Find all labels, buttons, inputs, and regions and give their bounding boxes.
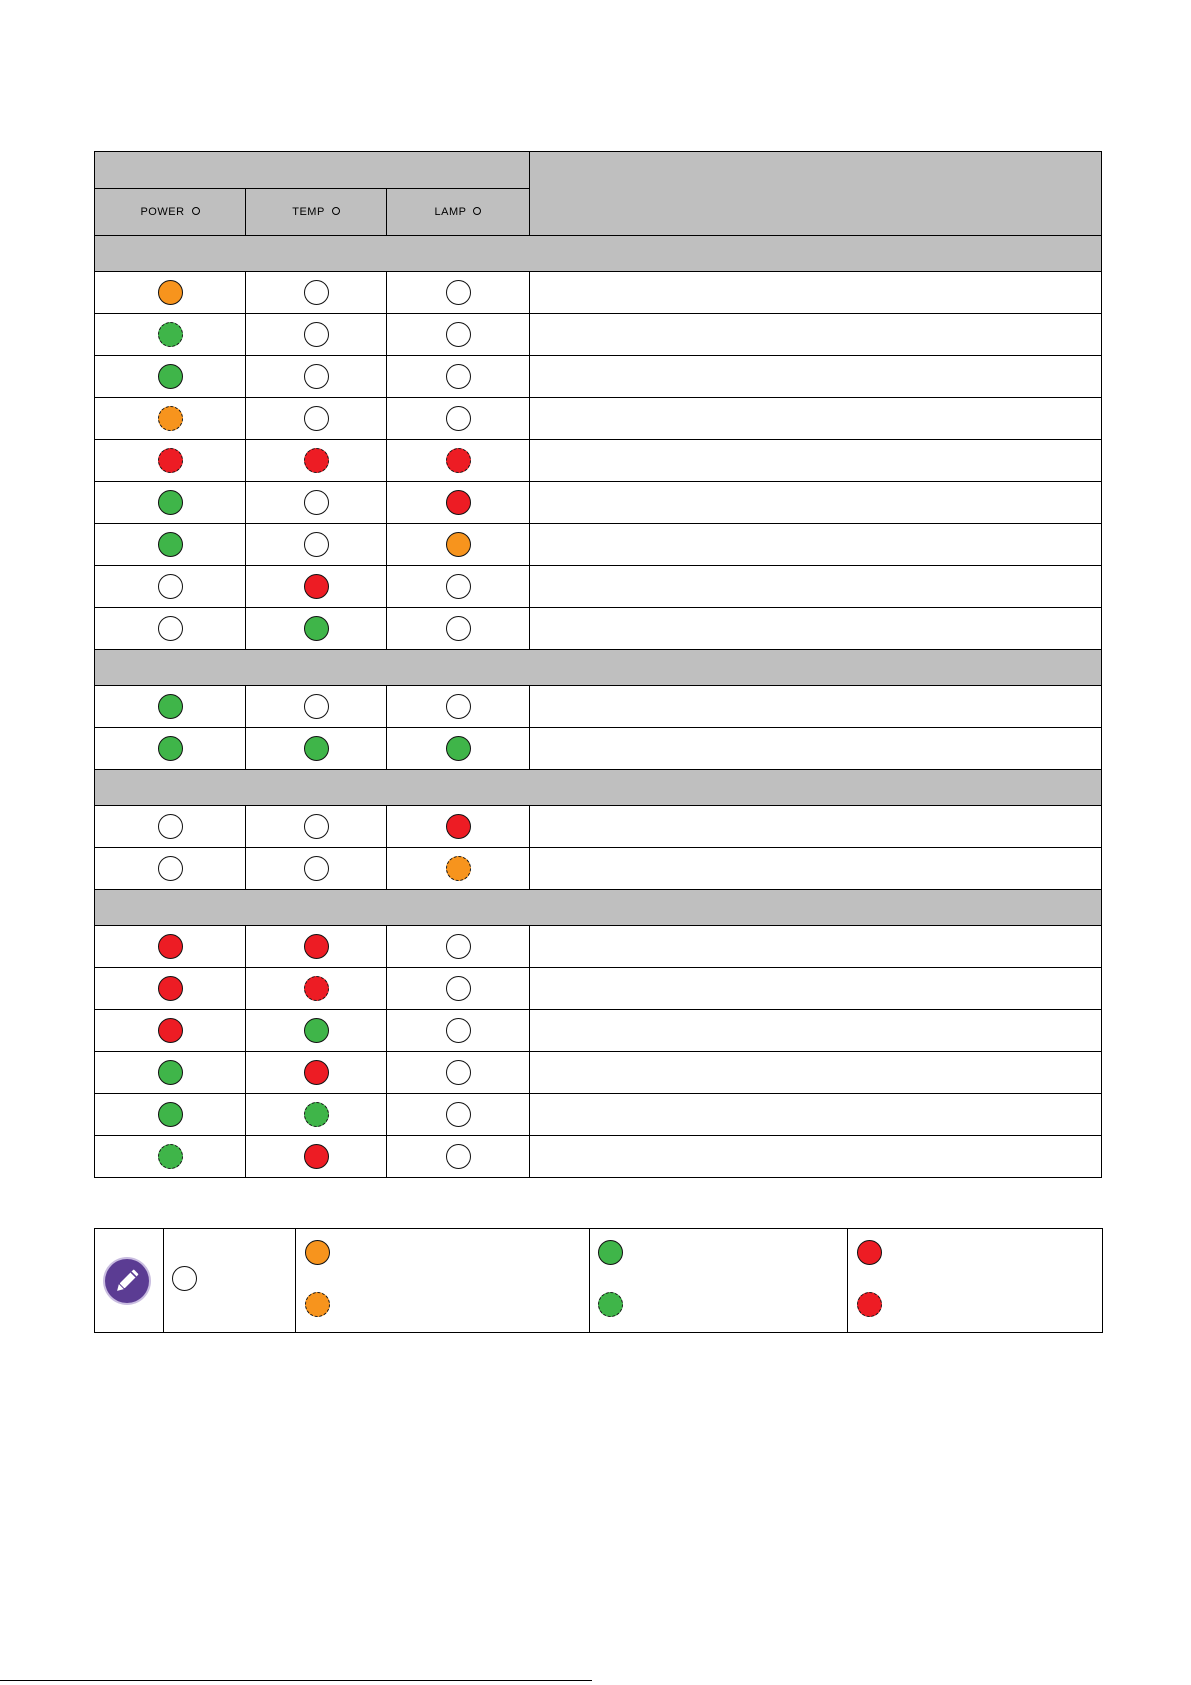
- table-row: [95, 398, 1102, 440]
- temp-green-led-icon: [304, 616, 329, 641]
- temp-led-cell: [246, 272, 387, 314]
- temp-red-led-icon: [304, 1060, 329, 1085]
- temp-off-led-icon: [304, 490, 329, 515]
- status-description-cell: [530, 566, 1102, 608]
- power-led-cell: [95, 398, 246, 440]
- temp-red-led-icon: [304, 934, 329, 959]
- table-row: [95, 968, 1102, 1010]
- power-led-cell: [95, 482, 246, 524]
- temp-led-cell: [246, 848, 387, 890]
- power-header-label: POWER: [140, 206, 185, 218]
- power-led-cell: [95, 926, 246, 968]
- power-green-led-icon: [158, 490, 183, 515]
- temp-led-cell: [246, 1094, 387, 1136]
- lamp-led-cell: [387, 1010, 530, 1052]
- lamp-off-led-icon: [446, 934, 471, 959]
- lamp-led-cell: [387, 1052, 530, 1094]
- lamp-green-led-icon: [446, 736, 471, 761]
- table-row: [95, 356, 1102, 398]
- legend-note-box: [94, 1228, 1103, 1333]
- lamp-led-icon: [473, 207, 481, 215]
- status-description-cell: [530, 608, 1102, 650]
- power-led-cell: [95, 608, 246, 650]
- status-description-cell: [530, 482, 1102, 524]
- led-indicator-table: [94, 151, 1102, 1178]
- legend-orange-led-icon: [305, 1240, 330, 1265]
- power-orange-blink-led-icon: [158, 406, 183, 431]
- power-green-blink-led-icon: [158, 1144, 183, 1169]
- power-off-led-icon: [158, 856, 183, 881]
- lamp-off-led-icon: [446, 574, 471, 599]
- lamp-off-led-icon: [446, 1060, 471, 1085]
- status-description-cell: [530, 398, 1102, 440]
- temp-led-cell: [246, 356, 387, 398]
- lamp-led-cell: [387, 968, 530, 1010]
- power-led-cell: [95, 686, 246, 728]
- legend-off-cell: [163, 1229, 296, 1332]
- temp-led-cell: [246, 1010, 387, 1052]
- temp-green-led-icon: [304, 1018, 329, 1043]
- status-description-cell: [530, 926, 1102, 968]
- lamp-led-cell: [387, 398, 530, 440]
- lamp-red-led-icon: [446, 490, 471, 515]
- power-off-led-icon: [158, 574, 183, 599]
- power-led-cell: [95, 566, 246, 608]
- power-red-led-icon: [158, 976, 183, 1001]
- lamp-led-cell: [387, 1136, 530, 1178]
- status-description-cell: [530, 1094, 1102, 1136]
- temp-led-cell: [246, 440, 387, 482]
- temp-led-cell: [246, 728, 387, 770]
- temp-led-cell: [246, 968, 387, 1010]
- power-red-led-icon: [158, 934, 183, 959]
- power-led-cell: [95, 968, 246, 1010]
- power-led-cell: [95, 1010, 246, 1052]
- light-group-header: [95, 152, 530, 189]
- temp-off-led-icon: [304, 856, 329, 881]
- lamp-led-cell: [387, 524, 530, 566]
- status-description-cell: [530, 848, 1102, 890]
- lamp-led-cell: [387, 926, 530, 968]
- temp-led-cell: [246, 398, 387, 440]
- lamp-led-cell: [387, 686, 530, 728]
- lamp-off-led-icon: [446, 406, 471, 431]
- table-row: [95, 1010, 1102, 1052]
- temp-led-cell: [246, 482, 387, 524]
- power-green-led-icon: [158, 532, 183, 557]
- power-led-cell: [95, 848, 246, 890]
- section-header: [95, 890, 1102, 926]
- power-red-blink-led-icon: [158, 448, 183, 473]
- section-header-row: [95, 890, 1102, 926]
- lamp-off-led-icon: [446, 1102, 471, 1127]
- temp-red-led-icon: [304, 574, 329, 599]
- lamp-column-header: [387, 189, 530, 236]
- section-header: [95, 236, 1102, 272]
- power-green-led-icon: [158, 694, 183, 719]
- table-row: [95, 314, 1102, 356]
- temp-off-led-icon: [304, 406, 329, 431]
- power-led-cell: [95, 806, 246, 848]
- legend-red-cell: [847, 1229, 1102, 1332]
- power-green-led-icon: [158, 1102, 183, 1127]
- temp-led-cell: [246, 524, 387, 566]
- table-row: [95, 806, 1102, 848]
- lamp-led-cell: [387, 440, 530, 482]
- status-description-cell: [530, 968, 1102, 1010]
- lamp-off-led-icon: [446, 1144, 471, 1169]
- lamp-red-led-icon: [446, 814, 471, 839]
- table-row: [95, 440, 1102, 482]
- temp-red-blink-led-icon: [304, 976, 329, 1001]
- status-description-cell: [530, 1136, 1102, 1178]
- lamp-off-led-icon: [446, 280, 471, 305]
- power-led-cell: [95, 1094, 246, 1136]
- temp-led-cell: [246, 1136, 387, 1178]
- power-off-led-icon: [158, 616, 183, 641]
- note-icon-cell: [95, 1229, 164, 1332]
- lamp-led-cell: [387, 848, 530, 890]
- pencil-note-icon: [105, 1259, 149, 1303]
- lamp-led-cell: [387, 728, 530, 770]
- power-led-cell: [95, 356, 246, 398]
- power-green-blink-led-icon: [158, 322, 183, 347]
- lamp-led-cell: [387, 608, 530, 650]
- power-green-led-icon: [158, 1060, 183, 1085]
- lamp-led-cell: [387, 566, 530, 608]
- temp-green-blink-led-icon: [304, 1102, 329, 1127]
- power-led-cell: [95, 524, 246, 566]
- table-body: [95, 236, 1102, 1178]
- power-led-cell: [95, 1052, 246, 1094]
- legend-red-led-icon: [857, 1240, 882, 1265]
- table-row: [95, 1094, 1102, 1136]
- table-row: [95, 1052, 1102, 1094]
- temp-led-cell: [246, 926, 387, 968]
- lamp-led-cell: [387, 272, 530, 314]
- table-row: [95, 926, 1102, 968]
- lamp-led-cell: [387, 1094, 530, 1136]
- temp-header-label: TEMP: [292, 206, 325, 218]
- temp-red-blink-led-icon: [304, 448, 329, 473]
- temp-green-led-icon: [304, 736, 329, 761]
- legend-green-led-icon: [598, 1240, 623, 1265]
- section-header-row: [95, 236, 1102, 272]
- lamp-off-led-icon: [446, 694, 471, 719]
- power-green-led-icon: [158, 736, 183, 761]
- lamp-header-label: LAMP: [434, 206, 467, 218]
- table-row: [95, 566, 1102, 608]
- temp-off-led-icon: [304, 532, 329, 557]
- legend-orange-blink-led-icon: [305, 1292, 330, 1317]
- power-column-header: [95, 189, 246, 236]
- legend-green-blink-led-icon: [598, 1292, 623, 1317]
- table-row: [95, 686, 1102, 728]
- temp-off-led-icon: [304, 322, 329, 347]
- status-description-cell: [530, 440, 1102, 482]
- power-led-icon: [192, 207, 200, 215]
- temp-column-header: [246, 189, 387, 236]
- status-description-cell: [530, 272, 1102, 314]
- status-description-header: [530, 152, 1102, 236]
- table-row: [95, 1136, 1102, 1178]
- status-description-cell: [530, 524, 1102, 566]
- status-description-cell: [530, 314, 1102, 356]
- lamp-red-blink-led-icon: [446, 448, 471, 473]
- power-off-led-icon: [158, 814, 183, 839]
- section-header-row: [95, 770, 1102, 806]
- status-description-cell: [530, 728, 1102, 770]
- footer-rule: [0, 1680, 592, 1681]
- legend-green-cell: [589, 1229, 848, 1332]
- section-header-row: [95, 650, 1102, 686]
- temp-off-led-icon: [304, 814, 329, 839]
- lamp-off-led-icon: [446, 322, 471, 347]
- power-led-cell: [95, 728, 246, 770]
- lamp-off-led-icon: [446, 616, 471, 641]
- status-description-cell: [530, 806, 1102, 848]
- temp-led-cell: [246, 806, 387, 848]
- section-header: [95, 770, 1102, 806]
- lamp-led-cell: [387, 314, 530, 356]
- temp-led-cell: [246, 566, 387, 608]
- lamp-led-cell: [387, 482, 530, 524]
- lamp-orange-led-icon: [446, 532, 471, 557]
- table-row: [95, 482, 1102, 524]
- legend-off-led-icon: [172, 1266, 197, 1291]
- lamp-orange-blink-led-icon: [446, 856, 471, 881]
- lamp-off-led-icon: [446, 976, 471, 1001]
- power-red-led-icon: [158, 1018, 183, 1043]
- power-orange-led-icon: [158, 280, 183, 305]
- table-row: [95, 608, 1102, 650]
- status-description-cell: [530, 1052, 1102, 1094]
- legend-orange-cell: [295, 1229, 590, 1332]
- power-green-led-icon: [158, 364, 183, 389]
- temp-led-icon: [332, 207, 340, 215]
- lamp-led-cell: [387, 806, 530, 848]
- temp-off-led-icon: [304, 280, 329, 305]
- status-description-cell: [530, 686, 1102, 728]
- temp-off-led-icon: [304, 364, 329, 389]
- legend-red-blink-led-icon: [857, 1292, 882, 1317]
- table-row: [95, 728, 1102, 770]
- temp-led-cell: [246, 686, 387, 728]
- status-description-cell: [530, 356, 1102, 398]
- table-header-row: [95, 152, 1102, 189]
- lamp-led-cell: [387, 356, 530, 398]
- power-led-cell: [95, 314, 246, 356]
- temp-red-led-icon: [304, 1144, 329, 1169]
- power-led-cell: [95, 440, 246, 482]
- lamp-off-led-icon: [446, 1018, 471, 1043]
- table-row: [95, 272, 1102, 314]
- power-led-cell: [95, 1136, 246, 1178]
- temp-led-cell: [246, 1052, 387, 1094]
- section-header: [95, 650, 1102, 686]
- status-description-cell: [530, 1010, 1102, 1052]
- table-row: [95, 524, 1102, 566]
- temp-off-led-icon: [304, 694, 329, 719]
- power-led-cell: [95, 272, 246, 314]
- lamp-off-led-icon: [446, 364, 471, 389]
- temp-led-cell: [246, 314, 387, 356]
- temp-led-cell: [246, 608, 387, 650]
- table-row: [95, 848, 1102, 890]
